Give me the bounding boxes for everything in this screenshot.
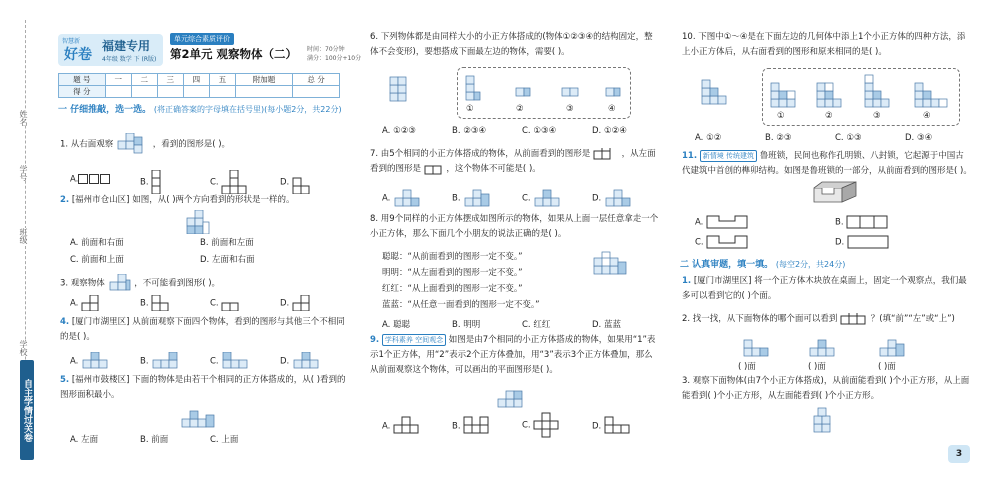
score-head-cell: 附加题	[235, 74, 292, 86]
q8-option-b[interactable]: B. 明明	[452, 320, 481, 330]
q7-option-c[interactable]: C.	[522, 188, 567, 208]
q1-option-d[interactable]: D.	[280, 170, 312, 194]
q6-piece-4	[604, 84, 624, 100]
q11-option-a[interactable]: A.	[695, 214, 750, 230]
q4-option-b[interactable]: B.	[140, 352, 185, 370]
q3-options	[70, 295, 330, 313]
q2-option-b[interactable]: B. 前面和左面	[200, 238, 254, 248]
q4-stem: 4. [厦门市湖里区] 从前面观察下面四个物体，看到的图形与其他三个不相同的是( )。	[60, 317, 345, 342]
q10-option-c[interactable]: C. ①③	[835, 133, 862, 143]
q3-option-c[interactable]: C.	[210, 295, 241, 311]
f2-blank-2[interactable]: ( )面	[808, 362, 826, 372]
score-cell[interactable]	[235, 86, 292, 98]
score-cell[interactable]	[183, 86, 209, 98]
q4-option-c[interactable]: C.	[210, 352, 255, 370]
q2-option-c[interactable]: C. 前面和上面	[70, 255, 124, 265]
page-number-badge	[948, 445, 970, 463]
q7-option-b[interactable]: B.	[452, 188, 497, 208]
f2-blank-1[interactable]: ( )面	[738, 362, 756, 372]
score-head-cell: 三	[157, 74, 183, 86]
score-cell[interactable]	[209, 86, 235, 98]
q10-figure-2	[815, 73, 849, 109]
q10-option-a[interactable]: A. ①②	[695, 133, 722, 143]
q3-option-d[interactable]: D.	[280, 295, 312, 311]
page-number: 3	[955, 449, 963, 459]
f2-figure-2	[808, 334, 844, 358]
q10-options-box	[762, 68, 960, 126]
q5-stem: 5. [福州市鼓楼区] 下面的物体是由若干个相同的正方体搭成的，从( )看到的图形面积最小。	[60, 375, 346, 400]
score-head-cell: 五	[209, 74, 235, 86]
q6-option-d[interactable]: D. ①②④	[592, 126, 627, 136]
f3-figure	[812, 406, 834, 434]
q3-figure	[108, 274, 132, 292]
q1-option-b[interactable]: B.	[140, 170, 163, 194]
q9-stem: 9. 学科素养 空间观念 如图是由7个相同的小正方体搭成的物体，如果用“1”表示1个正方体，用“2”表示2个正方体叠加，用“3”表示3个正方体叠加，那么从前面观察这个物体，可以画出的平面图形是( )。	[370, 335, 656, 375]
score-head-cell: 题 号	[59, 74, 106, 86]
q9-option-c[interactable]: C.	[522, 412, 563, 438]
q7-stem: 7. 由5个相同的小正方体搭成的物体，从前面看到的图形是 ，从左面看到的图形是 ，这个物体不可能是( )。	[370, 147, 660, 177]
q9-option-b[interactable]: B.	[452, 416, 493, 436]
section1-title: 一 仔细推敲，选一选。	[58, 105, 152, 115]
brand-sub: 4年级 数学 下 (R版)	[102, 56, 157, 63]
q10-option-b[interactable]: B. ②③	[765, 133, 792, 143]
q7-left-view	[424, 163, 444, 175]
q10-label-3: ③	[873, 111, 881, 121]
q6-label-1: ①	[466, 104, 474, 114]
score-cell[interactable]	[131, 86, 157, 98]
q2-option-a[interactable]: A. 前面和右面	[70, 238, 124, 248]
time-info: 时间：70分钟	[307, 46, 345, 53]
q10-base-figure	[700, 74, 734, 106]
spine-label-school: 学校	[19, 340, 28, 356]
score-label-cell: 得 分	[59, 86, 106, 98]
spine-label-class: 班级	[19, 228, 28, 244]
q10-label-4: ④	[923, 111, 931, 121]
q6-label-3: ③	[566, 104, 574, 114]
q1-stem: 1. 从右面观察 ，看到的图形是( )。	[60, 133, 230, 155]
q7-option-a[interactable]: A.	[382, 188, 427, 208]
q6-option-c[interactable]: C. ①③④	[522, 126, 557, 136]
q1-figure	[116, 133, 150, 155]
q5-figure	[180, 405, 220, 429]
q6-label-2: ②	[516, 104, 524, 114]
f3-stem: 3. 观察下面物体(由7个小正方体搭成)，从前面能看到( )个小正方形，从上面能看到( )个小正方形，从左面能看到( )个小正方形。	[682, 376, 970, 401]
q1-options	[70, 170, 330, 192]
f2-blank-3[interactable]: ( )面	[878, 362, 896, 372]
q7-options	[382, 188, 662, 210]
score-head-cell: 二	[131, 74, 157, 86]
q8-option-c[interactable]: C. 红红	[522, 320, 551, 330]
q5-option-b[interactable]: B. 前面	[140, 435, 169, 445]
q8-option-a[interactable]: A. 聪聪	[382, 320, 411, 330]
q8-figure	[592, 248, 632, 276]
q10-figure-3	[863, 73, 897, 109]
f2-target-view	[840, 313, 868, 325]
q10-option-d[interactable]: D. ③④	[905, 133, 933, 143]
q2-option-d[interactable]: D. 左面和右面	[200, 255, 255, 265]
section2-title: 二 认真审题，填一填。	[680, 260, 774, 270]
q11-option-b[interactable]: B.	[835, 214, 890, 230]
q4-option-d[interactable]: D.	[280, 352, 326, 370]
q10-stem: 10. 下图中①～④是在下面左边的几何体中添上1个小正方体的四种方法，添上小正方体后，从右面看到的图形和原来相同的是( )。	[682, 32, 966, 57]
section2-note: (每空2分，共24分)	[775, 260, 846, 269]
q8-say-3: 红红：“从上面看到的图形一定不变。”	[382, 284, 523, 294]
brand-logo: 好卷	[64, 47, 92, 63]
q6-pieces-box	[457, 67, 631, 119]
q8-stem: 8. 用9个同样的小正方体摆成如图所示的物体，如果从上面一层任意拿走一个小正方体，那么下面几个小朋友的说法正确的是( )。	[370, 214, 659, 239]
q1-option-c[interactable]: C.	[210, 170, 255, 194]
score-head-cell: 一	[105, 74, 131, 86]
q10-figure-4	[913, 75, 953, 109]
score-head-cell: 总 分	[293, 74, 340, 86]
score-info: 满分：100分+10分	[307, 55, 362, 62]
q8-say-1: 聪聪：“从前面看到的图形一定不变。”	[382, 252, 523, 262]
q11-tag: 新情境 传统建筑	[700, 150, 757, 162]
q10-figure-1	[769, 75, 803, 109]
q1-option-a[interactable]: A.	[70, 174, 111, 185]
score-head-cell: 四	[183, 74, 209, 86]
q2-stem: 2. [福州市仓山区] 如图，从( )两个方向看到的形状是一样的。	[60, 195, 295, 205]
section1-note: (将正确答案的字母填在括号里)(每小题2分，共22分)	[153, 105, 342, 114]
q6-option-b[interactable]: B. ②③④	[452, 126, 487, 136]
f2-figure-1	[742, 334, 772, 358]
f1-stem: 1. [厦门市湖里区] 将一个正方体木块放在桌面上，固定一个观察点，我们最多可以看到它的( )个面。	[682, 276, 967, 301]
q11-option-d[interactable]: D.	[835, 234, 891, 250]
score-cell[interactable]	[105, 86, 131, 98]
spine-label-name: 姓名	[19, 110, 28, 126]
q6-piece-1	[464, 72, 484, 102]
q6-piece-3	[560, 84, 586, 100]
score-cell[interactable]	[157, 86, 183, 98]
q3-option-a[interactable]: A.	[70, 295, 101, 311]
q4-option-a[interactable]: A.	[70, 352, 115, 370]
score-table	[58, 73, 340, 98]
q3-option-b[interactable]: B.	[140, 295, 171, 311]
q9-option-d[interactable]: D.	[592, 416, 634, 436]
spine-label-number: 学号	[19, 165, 28, 181]
unit-title: 第2单元 观察物体（二）	[170, 47, 298, 61]
q5-option-a[interactable]: A. 左面	[70, 435, 99, 445]
q6-stem: 6. 下列物体都是由同样大小的小正方体搭成的(物体①②③④的结构固定，整体不会变形)，要想搭成下面最左边的物体，需要( )。	[370, 32, 653, 57]
q6-target-figure	[388, 73, 414, 103]
q3-stem: 3. 观察物体 ，不可能看到图形( )。	[60, 274, 220, 292]
f2-stem: 2. 找一找，从下面物体的哪个面可以看到 ？(填“前”“左”或“上”)	[682, 312, 982, 327]
q6-piece-2	[514, 84, 534, 100]
brand-small: 智慧新	[62, 38, 81, 45]
q9-tag: 学科素养 空间观念	[382, 334, 446, 346]
q6-option-a[interactable]: A. ①②③	[382, 126, 416, 136]
score-cell[interactable]	[293, 86, 340, 98]
q4-options	[70, 350, 340, 372]
q9-option-a[interactable]: A.	[382, 416, 423, 436]
q5-option-c[interactable]: C. 上面	[210, 435, 239, 445]
section2-header	[680, 257, 845, 270]
q7-option-d[interactable]: D.	[592, 188, 638, 208]
q9-figure	[496, 385, 530, 409]
q2-figure	[185, 210, 211, 234]
q7-front-view	[593, 148, 619, 160]
q11-figure	[812, 180, 860, 206]
side-badge: 自主学情过关卷	[20, 360, 34, 460]
q11-option-c[interactable]: C.	[695, 234, 750, 250]
q8-option-d[interactable]: D. 蓝蓝	[592, 320, 621, 330]
brand-title: 福建专用	[102, 39, 151, 53]
section1-header	[58, 102, 342, 115]
binding-margin	[0, 0, 52, 477]
brand-box	[58, 34, 163, 66]
q10-label-2: ②	[825, 111, 833, 121]
q8-say-2: 明明：“从左面看到的图形一定不变。”	[382, 268, 523, 278]
q10-label-1: ①	[777, 111, 785, 121]
q9-options	[382, 412, 662, 438]
q8-say-4: 蓝蓝：“从任意一面看到的图形一定不变。”	[382, 300, 540, 310]
eval-badge: 单元综合素质评价	[170, 33, 234, 45]
q6-label-4: ④	[608, 104, 616, 114]
f2-figure-3	[878, 332, 908, 358]
q11-stem: 11. 新情境 传统建筑 鲁班锁，民间也称作孔明锁、八封锁，它起源于中国古代建筑中首创的榫卯结构。如图是鲁班锁的一部分，从前面看到的图形是( )。	[682, 151, 972, 176]
